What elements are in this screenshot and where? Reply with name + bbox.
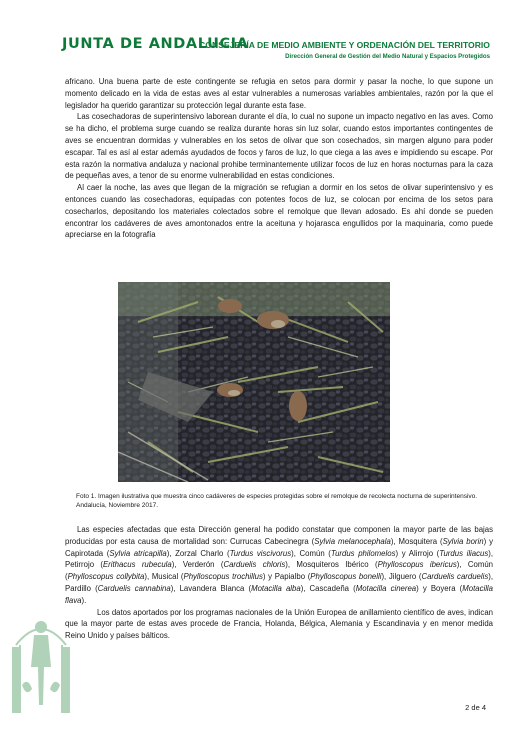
species-separator: ), Pardillo (: [65, 572, 494, 593]
species-latin-name: Turdus iliacus: [439, 548, 489, 558]
header-department-block: [199, 40, 490, 60]
species-latin-name: Turdus viscivorus: [229, 548, 292, 558]
photo-caption: Foto 1. Imagen ilustrativa que muestra cinco cadáveres de especies protegidas sobre el remolque de recolecta nocturna de superintensivo. Andalucía, Noviembre 2017.: [76, 493, 478, 509]
page-number: 2 de 4: [465, 703, 486, 712]
species-latin-name: Motacilla alba: [251, 583, 301, 593]
species-separator: ), Mosquitera (: [390, 536, 443, 546]
species-separator: ) y Papialbo (: [262, 572, 311, 582]
species-latin-name: Motacilla cinerea: [355, 583, 417, 593]
paragraph-1: africano. Una buena parte de este contingente se refugia en setos para dormir y pasar la noche, lo que supone un momento delicado en la vida de estas aves al estar vulnerables a numerosas variables ambientales, razón por la que el legislador ha querido garantizar su protección legal durante esta fase.: [65, 77, 493, 110]
header-logo: JUNTA DE ANDALUCIA: [62, 36, 249, 52]
species-separator: ), Zorzal Charlo (: [166, 548, 230, 558]
species-separator: ), Petirrojo (: [65, 548, 494, 570]
species-intro: Las especies afectadas que esta Dirección general ha podido constatar que componen la mayor parte de las bajas producidas por esta causa de mortalidad son: Currucas Cabecinegra (: [65, 525, 493, 546]
species-latin-name: Phylloscopus collybita: [67, 572, 145, 582]
species-separator: ), Musical (: [144, 572, 184, 582]
species-latin-name: Phylloscopus bonelli: [310, 572, 382, 582]
species-latin-name: Turdus philomelos: [330, 548, 396, 558]
species-latin-name: Phylloscopus ibericus: [377, 560, 457, 570]
andalucia-emblem-watermark: [10, 585, 72, 717]
subdepartment-title: Dirección General de Gestión del Medio Natural y Espacios Protegidos: [285, 53, 490, 60]
species-latin-name: Carduelis carduelis: [421, 572, 489, 582]
species-latin-name: Phylloscopus trochillus: [183, 572, 263, 582]
species-separator: ).: [81, 595, 87, 605]
species-separator: ), Común (: [291, 548, 331, 558]
photo-trailer-birds-olives: [118, 282, 390, 482]
photo: [118, 282, 390, 482]
department-title: CONSEJERÍA DE MEDIO AMBIENTE Y ORDENACIÓN DEL TERRITORIO: [199, 40, 490, 50]
species-separator: ) y Capirotada (: [65, 536, 493, 558]
species-latin-name: Sylvia borin: [442, 536, 484, 546]
body-text-top: [65, 76, 493, 241]
paragraph-2: Las cosechadoras de superintensivo laborean durante el día, lo cual no supone un impacto negativo en las aves. Como se ha dicho, el problema surge cuando se realiza durante horas sin luz solar, cuando estos importantes contingentes de aves se encuentran dormidas y vulnerables en los setos de olivar que son cosechados, sin margen alguno para poder escapar. Tal es así al estar además ayudados de focos y faros de luz, lo que ciega a las aves e impidiendo su escape. Por esta razón la normativa andaluza y nacional prohibe terminantemente utilizar focos de luz en horas nocturnas para la caza de pequeñas aves, a tenor de su enorme vulnerabilidad en estas condiciones.: [65, 112, 493, 181]
species-separator: ), Verderón (: [171, 560, 224, 570]
species-latin-name: Sylvia atricapilla: [109, 548, 167, 558]
species-paragraph: [65, 524, 493, 607]
species-latin-name: Erithacus rubecula: [102, 560, 172, 570]
species-separator: ), Común (: [65, 560, 493, 582]
closing-paragraph: Los datos aportados por los programas nacionales de la Unión Europea de anillamiento científico de aves, indican que la mayor parte de estas aves procede de Francia, Holanda, Bélgica, Alemania y Escandinavia y en menor medida Reino Unido y países bálticos.: [65, 607, 493, 641]
body-text-bottom: [65, 524, 493, 642]
species-separator: ) y Alirrojo (: [395, 548, 440, 558]
species-latin-name: Carduelis chloris: [223, 560, 286, 570]
species-latin-name: Motacilla flava: [65, 583, 493, 605]
species-separator: ), Jilguero (: [381, 572, 422, 582]
paragraph-3: Al caer la noche, las aves que llegan de la migración se refugian a dormir en los setos de olivar superintensivo y es entonces cuando las cosechadoras, equipadas con potentes focos de luz, se colocan por encima de los setos para cosecharlos, depositando los materiales colectados sobre el remolque que llevan adosado. Es ahí donde se pueden encontrar los cadáveres de aves amontonados entre la aceituna y hojarasca engullidos por la maquinaria, como puede apreciarse en la fotografía: [65, 183, 493, 240]
species-separator: ), Lavandera Blanca (: [170, 583, 252, 593]
species-latin-name: Sylvia melanocephala: [314, 536, 391, 546]
species-latin-name: Carduelis cannabina: [97, 583, 171, 593]
species-separator: ) y Boyera (: [416, 583, 463, 593]
species-separator: ), Cascadeña (: [300, 583, 356, 593]
species-separator: ), Mosquiteros Ibérico (: [285, 560, 378, 570]
